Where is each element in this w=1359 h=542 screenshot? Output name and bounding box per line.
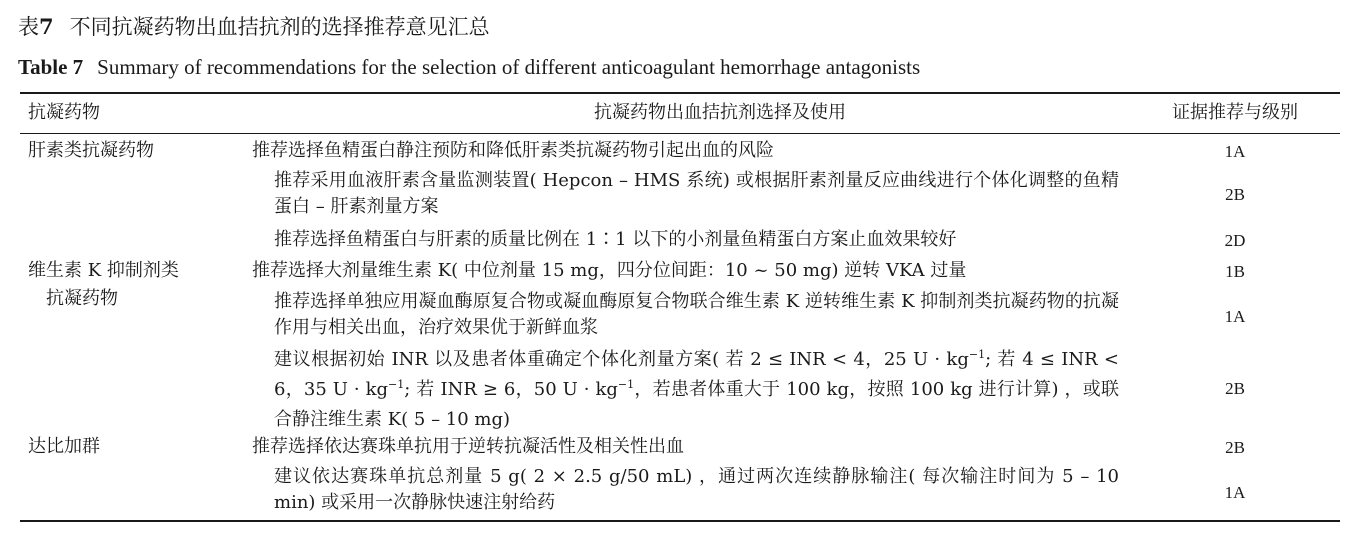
header-drug: 抗凝药物 [28, 102, 100, 123]
grade-cell: 1B [1225, 262, 1245, 281]
table-row: 推荐选择大剂量维生素 K( 中位剂量 15 mg，四分位间距：10 ~ 50 mg) 逆转 VKA 过量 [252, 260, 967, 281]
grade-cell: 1A [1224, 142, 1246, 161]
header-antagonist: 抗凝药物出血拮抗剂选择及使用 [594, 102, 846, 123]
caption-number-cn: 7 [39, 14, 54, 39]
table-row: 推荐选择单独应用凝血酶原复合物或凝血酶原复合物联合维生素 K 逆转维生素 K 抑制剂类抗凝药物的抗凝作用与相关出血，治疗效果优于新鲜血浆 [274, 291, 1119, 338]
rec-part: ; 若 INR ≥ 6，50 U · kg [404, 379, 618, 400]
superscript: −1 [968, 348, 986, 361]
table-row: 推荐采用血液肝素含量监测装置( Hepcon – HMS 系统) 或根据肝素剂量反应曲线进行个体化调整的鱼精蛋白 – 肝素剂量方案 [274, 170, 1119, 217]
grade-cell: 2D [1224, 231, 1246, 250]
table-row: 推荐选择依达赛珠单抗用于逆转抗凝活性及相关性出血 [252, 436, 684, 457]
grade-cell: 1A [1224, 483, 1246, 502]
drug-vka-line2: 抗凝药物 [46, 288, 118, 309]
caption-label-cn: 表 [18, 15, 39, 39]
caption-title-cn: 不同抗凝药物出血拮抗剂的选择推荐意见汇总 [69, 15, 490, 39]
caption-title-en: Summary of recommendations for the selection of different anticoagulant hemorrhage antagonists [97, 55, 921, 79]
drug-vka-line1: 维生素 K 抑制剂类 [28, 260, 179, 281]
table-caption-cn [18, 12, 490, 42]
table-row: 推荐选择鱼精蛋白静注预防和降低肝素类抗凝药物引起出血的风险 [252, 140, 774, 161]
grade-cell: 1A [1224, 307, 1246, 326]
table-header-rule [20, 133, 1340, 134]
grade-cell: 2B [1225, 438, 1245, 457]
rec-part: ，若患者体重大于 100 kg，按照 100 kg 进行计算) ，或联合静注维生素 K( 5 – 10 mg) [274, 379, 1119, 430]
table-row: 推荐选择鱼精蛋白与肝素的质量比例在 1∶1 以下的小剂量鱼精蛋白方案止血效果较好 [274, 229, 957, 250]
superscript: −1 [617, 378, 635, 391]
drug-heparin: 肝素类抗凝药物 [28, 140, 154, 161]
rec-part: ; 若 4 ≤ INR < 6，35 U · kg [274, 349, 1119, 400]
table-row: 建议依达赛珠单抗总剂量 5 g( 2 × 2.5 g/50 mL) ，通过两次连续静脉输注( 每次输注时间为 5 – 10 min) 或采用一次静脉快速注射给药 [274, 466, 1119, 513]
table-row [274, 345, 1119, 435]
table-top-rule [20, 92, 1340, 94]
table-bottom-rule [20, 520, 1340, 522]
grade-cell: 2B [1225, 379, 1245, 398]
drug-dabigatran: 达比加群 [28, 436, 100, 457]
caption-label-en: Table 7 [18, 55, 84, 79]
grade-cell: 2B [1225, 185, 1245, 204]
superscript: −1 [388, 378, 405, 391]
rec-part: 建议根据初始 INR 以及患者体重确定个体化剂量方案( 若 2 ≤ INR < 4，25 U · kg [274, 349, 969, 370]
table-caption-en [18, 52, 920, 82]
header-grade: 证据推荐与级别 [1172, 102, 1298, 123]
